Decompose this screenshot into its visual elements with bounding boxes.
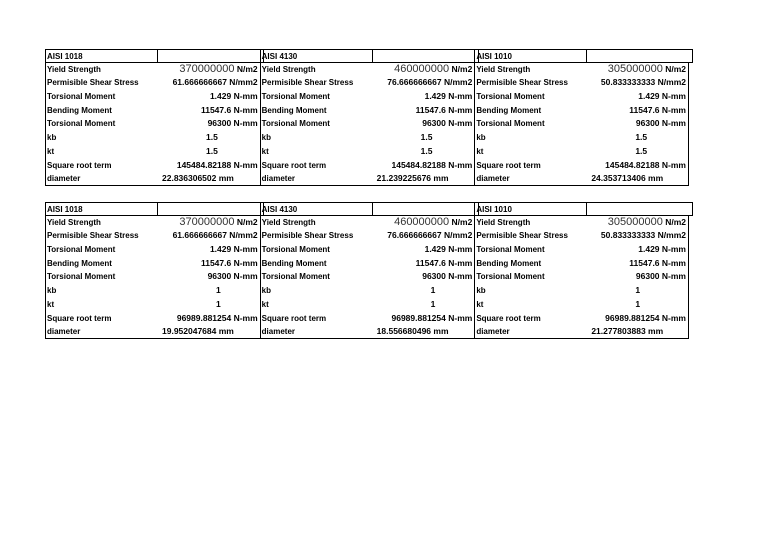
diameter-value[interactable]: 24.353713406 mm [591,173,664,184]
sqrt-cell [260,159,475,173]
yield-number: 305000000 [607,215,663,228]
yield-cell [45,63,260,77]
torsional-label: Torsional Moment [47,119,116,129]
kt-label: kt [476,146,484,156]
torsional-label: Torsional Moment [47,272,116,282]
bending-label: Bending Moment [476,258,542,268]
torsional-cell [45,270,260,284]
bending-label: Bending Moment [261,258,327,268]
shear-label: Permisible Shear Stress [476,231,568,241]
yield-unit: N/m2 [665,216,686,227]
diameter-label: diameter [261,327,296,337]
sqrt-value[interactable]: 145484.82188 N-mm [391,159,473,170]
diameter-label: diameter [261,174,296,184]
torsional-value[interactable]: 1.429 N-mm [424,91,473,102]
material-header [474,49,689,63]
kb-value[interactable]: 1.5 [206,132,218,143]
torsional-cell [260,270,475,284]
torsional-label: Torsional Moment [476,272,545,282]
yield-value[interactable] [608,216,686,230]
diameter-cell [260,172,475,186]
diameter-row [45,325,689,339]
sqrt-label: Square root term [47,313,112,323]
material-value-box[interactable] [372,49,479,63]
results-table-1 [45,49,689,186]
kb-label: kb [261,286,271,296]
shear-stress-row [45,76,689,90]
kt-label: kt [261,146,269,156]
kb-cell [260,284,475,298]
torsional-label: Torsional Moment [476,245,545,255]
shear-cell [260,229,475,243]
bending-cell [260,104,475,118]
kt-cell [474,298,689,312]
sqrt-value[interactable]: 96989.881254 N-mm [605,312,686,323]
torsional-moment-row-2 [45,270,689,284]
diameter-cell [260,325,475,339]
bending-cell [474,104,689,118]
torsional-value[interactable]: 1.429 N-mm [638,91,686,102]
yield-number: 460000000 [394,62,450,75]
bending-label: Bending Moment [47,258,112,268]
torsional-cell [45,117,260,131]
material-name: AISI 1018 [47,205,83,214]
torsional-label: Torsional Moment [261,272,330,282]
kt-label: kt [261,299,269,309]
bending-value[interactable]: 11547.6 N-mm [629,257,686,268]
material-name: AISI 1010 [476,205,512,214]
yield-cell [260,63,475,77]
shear-value[interactable]: 50.833333333 N/mm2 [600,230,686,241]
material-value-box[interactable] [586,49,693,63]
shear-stress-row [45,229,689,243]
kb-label: kb [476,286,486,296]
diameter-value[interactable]: 21.277803883 mm [591,326,664,337]
shear-cell [474,229,689,243]
kt-label: kt [47,146,55,156]
torsional-cell [260,117,475,131]
shear-label: Permisible Shear Stress [47,231,139,241]
kt-value[interactable]: 1 [635,298,641,309]
bending-cell [45,104,260,118]
material-value-box[interactable] [157,49,264,63]
diameter-cell [474,325,689,339]
shear-value[interactable]: 61.666666667 N/mm2 [172,230,258,241]
yield-value[interactable] [608,63,686,77]
material-header [474,202,689,216]
kb-value[interactable]: 1.5 [635,132,648,143]
kt-cell [260,145,475,159]
yield-number: 460000000 [394,215,450,228]
kb-cell [45,131,260,145]
diameter-label: diameter [47,174,81,184]
kt-value[interactable]: 1.5 [420,145,433,156]
shear-cell [474,76,689,90]
torsional-value[interactable]: 96300 N-mm [635,271,686,282]
shear-value[interactable]: 61.666666667 N/mm2 [172,77,258,88]
yield-unit: N/m2 [665,63,686,74]
torsional-label: Torsional Moment [47,92,116,102]
torsional-cell [474,270,689,284]
torsional-value[interactable]: 96300 N-mm [635,118,686,129]
yield-unit: N/m2 [236,216,258,227]
sqrt-value[interactable]: 96989.881254 N-mm [391,312,473,323]
kt-value[interactable]: 1 [216,298,221,309]
kb-label: kb [47,133,57,143]
table-header-row [45,202,689,216]
bending-value[interactable]: 11547.6 N-mm [415,257,473,268]
diameter-row [45,172,689,186]
diameter-label: diameter [476,327,510,337]
diameter-value[interactable]: 21.239225676 mm [376,173,449,184]
sqrt-value[interactable]: 96989.881254 N-mm [176,312,258,323]
yield-cell [45,216,260,230]
kb-value[interactable]: 1.5 [420,132,433,143]
torsional-cell [474,243,689,257]
kb-cell [474,284,689,298]
material-name: AISI 4130 [261,205,298,214]
yield-value[interactable] [179,216,257,230]
kb-value[interactable]: 1 [430,285,436,296]
bending-cell [45,257,260,271]
torsional-moment-row [45,243,689,257]
shear-label: Permisible Shear Stress [47,78,139,88]
yield-number: 305000000 [607,62,663,75]
bending-moment-row [45,104,689,118]
kb-row [45,284,689,298]
yield-cell [474,63,689,77]
torsional-value[interactable]: 96300 N-mm [207,118,258,129]
bending-label: Bending Moment [261,105,327,115]
torsional-label: Torsional Moment [47,245,116,255]
kb-label: kb [261,133,271,143]
yield-strength-row [45,63,689,77]
yield-value[interactable] [179,63,257,77]
torsional-cell [260,243,475,257]
kt-cell [45,145,260,159]
kb-label: kb [476,133,486,143]
material-name: AISI 4130 [261,52,298,61]
torsional-label: Torsional Moment [261,92,330,102]
kb-cell [45,284,260,298]
shear-cell [45,229,260,243]
shear-label: Permisible Shear Stress [476,78,568,88]
torsional-moment-row-2 [45,117,689,131]
material-header [45,49,260,63]
shear-label: Permisible Shear Stress [261,78,354,88]
diameter-label: diameter [476,174,510,184]
diameter-value[interactable]: 19.952047684 mm [162,326,234,337]
kb-value[interactable]: 1 [635,285,641,296]
kt-value[interactable]: 1 [430,298,436,309]
torsional-label: Torsional Moment [476,92,545,102]
yield-label: Yield Strength [47,64,101,74]
yield-label: Yield Strength [476,217,531,227]
bending-value[interactable]: 11547.6 N-mm [415,104,473,115]
sqrt-cell [45,312,260,326]
shear-cell [260,76,475,90]
shear-value[interactable]: 76.666666667 N/mm2 [387,230,473,241]
torsional-value[interactable]: 96300 N-mm [422,118,473,129]
shear-label: Permisible Shear Stress [261,231,354,241]
material-value-box[interactable] [372,202,479,216]
kt-label: kt [47,299,55,309]
yield-label: Yield Strength [261,64,316,74]
sqrt-term-row [45,312,689,326]
bending-value[interactable]: 11547.6 N-mm [200,104,258,115]
torsional-cell [474,117,689,131]
torsional-cell [45,243,260,257]
material-header [45,202,260,216]
diameter-value[interactable]: 18.556680496 mm [376,326,449,337]
kt-cell [474,145,689,159]
bending-cell [474,257,689,271]
torsional-label: Torsional Moment [261,119,330,129]
torsional-label: Torsional Moment [476,119,545,129]
diameter-cell [474,172,689,186]
yield-unit: N/m2 [451,216,473,227]
torsional-value[interactable]: 96300 N-mm [207,271,258,282]
diameter-value[interactable]: 22.836306502 mm [162,173,234,184]
kt-value[interactable]: 1.5 [635,145,648,156]
yield-unit: N/m2 [451,63,473,74]
sqrt-label: Square root term [47,160,112,170]
kt-label: kt [476,299,484,309]
material-value-box[interactable] [157,202,264,216]
shear-cell [45,76,260,90]
table-header-row [45,49,689,63]
torsional-value[interactable]: 1.429 N-mm [209,91,258,102]
shear-value[interactable]: 50.833333333 N/mm2 [600,77,686,88]
sqrt-term-row [45,159,689,173]
material-value-box[interactable] [586,202,693,216]
sqrt-cell [260,312,475,326]
torsional-cell [260,90,475,104]
sqrt-label: Square root term [261,160,327,170]
kb-cell [260,131,475,145]
yield-strength-row [45,216,689,230]
sqrt-cell [474,159,689,173]
kt-cell [260,298,475,312]
sqrt-cell [45,159,260,173]
torsional-value[interactable]: 1.429 N-mm [424,244,473,255]
bending-label: Bending Moment [47,105,112,115]
yield-cell [260,216,475,230]
yield-number: 370000000 [179,215,235,228]
sqrt-label: Square root term [476,160,541,170]
results-table-2 [45,202,689,339]
sqrt-label: Square root term [261,313,327,323]
torsional-moment-row [45,90,689,104]
bending-moment-row [45,257,689,271]
kt-row [45,145,689,159]
torsional-cell [474,90,689,104]
diameter-cell [45,325,260,339]
kb-label: kb [47,286,57,296]
yield-label: Yield Strength [47,217,101,227]
yield-cell [474,216,689,230]
yield-number: 370000000 [179,62,235,75]
torsional-cell [45,90,260,104]
sqrt-value[interactable]: 145484.82188 N-mm [176,159,258,170]
bending-value[interactable]: 11547.6 N-mm [629,104,686,115]
yield-unit: N/m2 [236,63,258,74]
kb-value[interactable]: 1 [216,285,221,296]
torsional-value[interactable]: 1.429 N-mm [638,244,686,255]
diameter-cell [45,172,260,186]
kt-row [45,298,689,312]
torsional-value[interactable]: 1.429 N-mm [209,244,258,255]
torsional-label: Torsional Moment [261,245,330,255]
bending-cell [260,257,475,271]
yield-label: Yield Strength [476,64,531,74]
bending-value[interactable]: 11547.6 N-mm [200,257,258,268]
material-header [260,202,475,216]
yield-label: Yield Strength [261,217,316,227]
material-name: AISI 1018 [47,52,83,61]
material-header [260,49,475,63]
diameter-label: diameter [47,327,81,337]
kt-cell [45,298,260,312]
torsional-value[interactable]: 96300 N-mm [422,271,473,282]
sqrt-label: Square root term [476,313,541,323]
sqrt-cell [474,312,689,326]
sqrt-value[interactable]: 145484.82188 N-mm [605,159,686,170]
material-name: AISI 1010 [476,52,512,61]
kt-value[interactable]: 1.5 [206,145,218,156]
yield-value[interactable] [394,216,472,230]
bending-label: Bending Moment [476,105,542,115]
shear-value[interactable]: 76.666666667 N/mm2 [387,77,473,88]
kb-row [45,131,689,145]
yield-value[interactable] [394,63,472,77]
kb-cell [474,131,689,145]
